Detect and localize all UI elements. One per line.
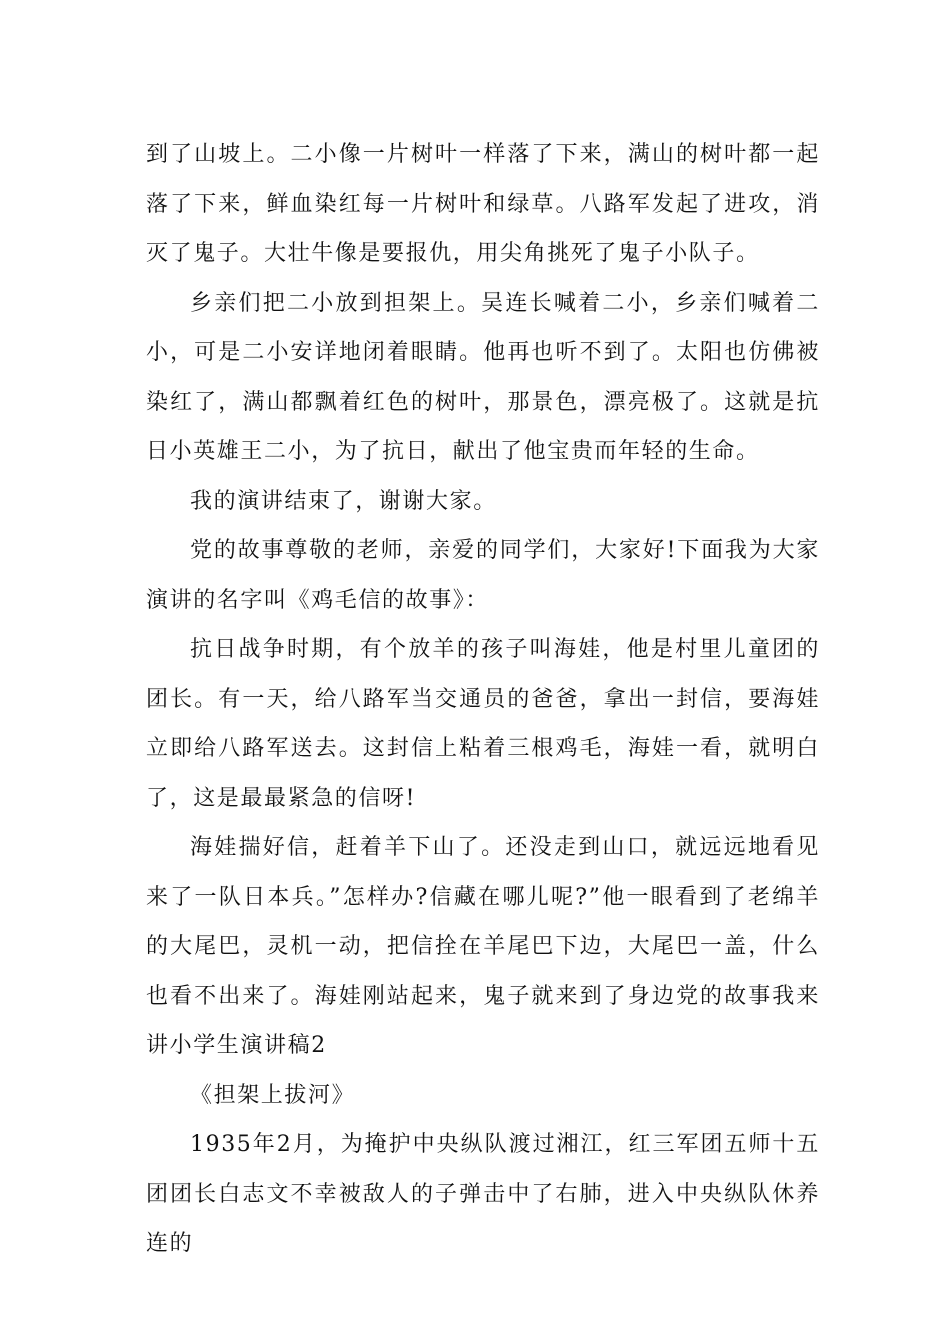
document-body bbox=[146, 130, 820, 1269]
paragraph-6: 海娃揣好信，赶着羊下山了。还没走到山口，就远远地看见来了一队日本兵。”怎样办?信藏在哪儿呢?”他一眼看到了老绵羊的大尾巴，灵机一动，把信拴在羊尾巴下边，大尾巴一盖，什么也看不出来了。海娃刚站起来，鬼子就来到了身边党的故事我来讲小学生演讲稿2 bbox=[146, 835, 820, 1058]
paragraph-1: 到了山坡上。二小像一片树叶一样落了下来，满山的树叶都一起落了下来，鲜血染红每一片树叶和绿草。八路军发起了进攻，消灭了鬼子。大壮牛像是要报仇，用尖角挑死了鬼子小队子。 bbox=[146, 142, 820, 266]
paragraph-3: 我的演讲结束了，谢谢大家。 bbox=[190, 488, 497, 514]
section-title: 《担架上拔河》 bbox=[190, 1082, 356, 1108]
paragraph-4: 党的故事尊敬的老师，亲爱的同学们，大家好!下面我为大家演讲的名字叫《鸡毛信的故事》： bbox=[146, 538, 820, 613]
paragraph-5: 抗日战争时期，有个放羊的孩子叫海娃，他是村里儿童团的团长。有一天，给八路军当交通员的爸爸，拿出一封信，要海娃立即给八路军送去。这封信上粘着三根鸡毛，海娃一看，就明白了，这是最最紧急的信呀! bbox=[146, 637, 820, 811]
paragraph-8: 1935年2月，为掩护中央纵队渡过湘江，红三军团五师十五团团长白志文不幸被敌人的子弹击中了右肺，进入中央纵队休养连的 bbox=[146, 1132, 820, 1256]
paragraph-2: 乡亲们把二小放到担架上。吴连长喊着二小，乡亲们喊着二小，可是二小安详地闭着眼睛。他再也听不到了。太阳也仿佛被染红了，满山都飘着红色的树叶，那景色，漂亮极了。这就是抗日小英雄王二小，为了抗日，献出了他宝贵而年轻的生命。 bbox=[146, 290, 820, 464]
